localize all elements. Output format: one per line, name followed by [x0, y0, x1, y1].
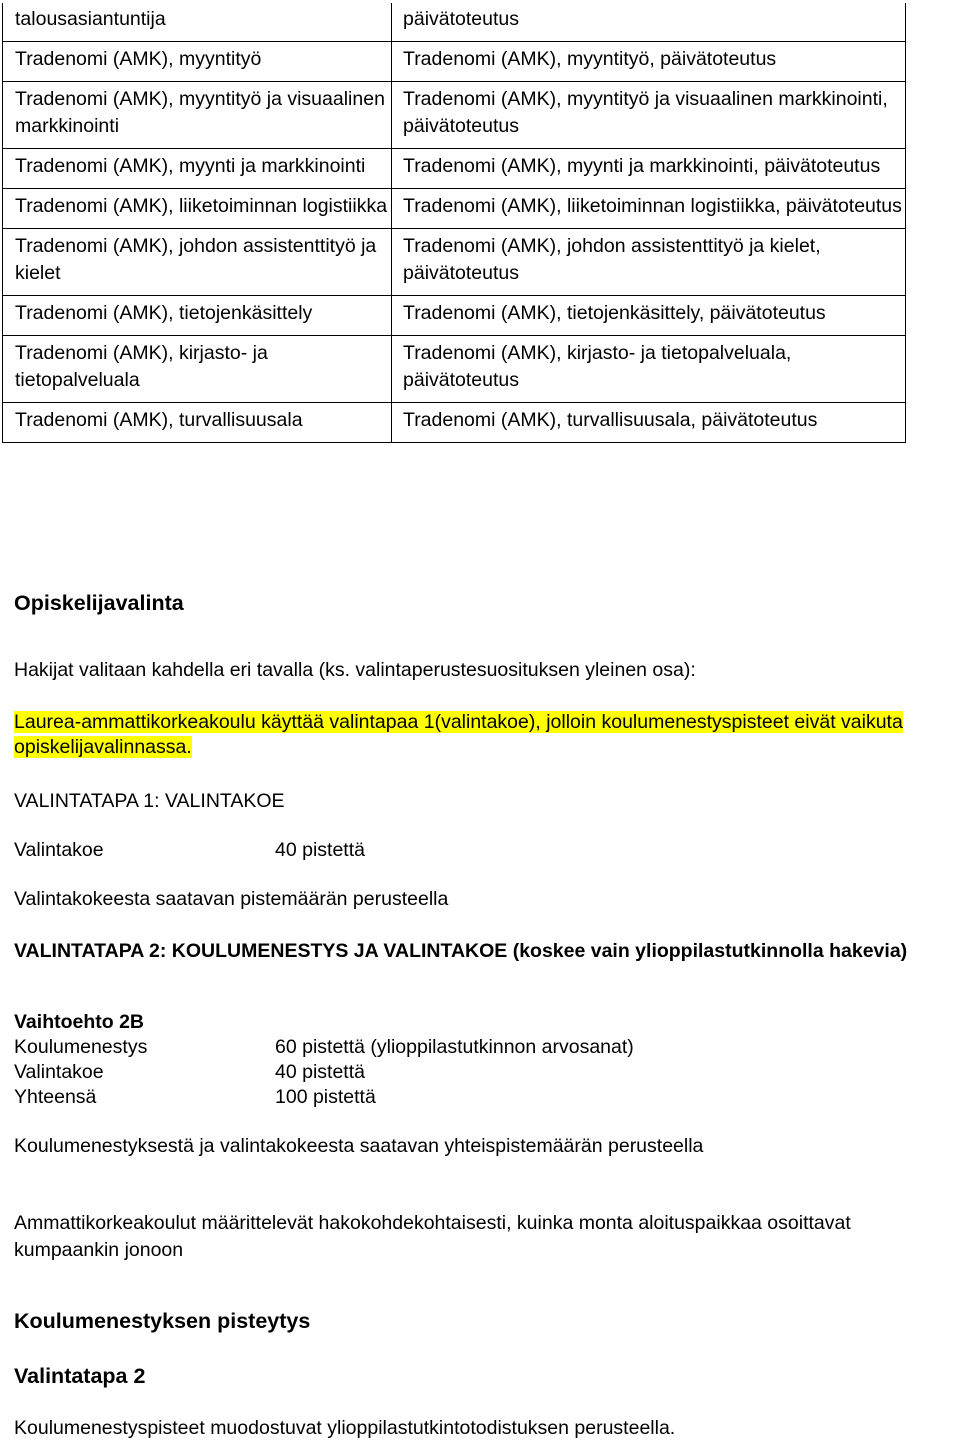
table-row: [3, 296, 906, 336]
degree-programmes-table: [2, 3, 906, 443]
table-row: [3, 189, 906, 229]
implementation-cell: päivätoteutus: [392, 3, 906, 42]
method1-heading: VALINTATAPA 1: VALINTAKOE: [14, 790, 285, 812]
method2-row-label: Yhteensä: [14, 1086, 97, 1108]
degree-name-cell: Tradenomi (AMK), johdon assistenttityö ja kielet: [3, 229, 392, 296]
method1-row: [14, 837, 365, 864]
scoring-text: Koulumenestyspisteet muodostuvat ylioppilastutkintotodistuksen perusteella.: [14, 1417, 676, 1439]
table-row: [3, 3, 906, 42]
table-row: [3, 149, 906, 189]
degree-name-cell: Tradenomi (AMK), turvallisuusala: [3, 403, 392, 443]
degree-name-cell: Tradenomi (AMK), myynti ja markkinointi: [3, 149, 392, 189]
intro-text: Hakijat valitaan kahdella eri tavalla (ks. valintaperustesuosituksen yleinen osa):: [14, 659, 696, 681]
degree-name-cell: talousasiantuntija: [3, 3, 392, 42]
table-row: [3, 336, 906, 403]
method2-row-koulumenestys: [14, 1035, 634, 1060]
quota-note: Ammattikorkeakoulut määrittelevät hakokohdekohtaisesti, kuinka monta aloituspaikkaa osoittavat kumpaankin jonoon: [14, 1212, 851, 1261]
scoring-heading: Koulumenestyksen pisteytys: [14, 1309, 311, 1333]
method2-row-value: 60 pistettä (ylioppilastutkinnon arvosanat): [275, 1036, 634, 1058]
method2-basis: Koulumenestyksestä ja valintakokeesta saatavan yhteispistemäärän perusteella: [14, 1135, 704, 1157]
degree-name-cell: Tradenomi (AMK), liiketoiminnan logistiikka: [3, 189, 392, 229]
method2-row-label: Valintakoe: [14, 1061, 104, 1083]
degree-name-cell: Tradenomi (AMK), myyntityö: [3, 42, 392, 82]
implementation-cell: Tradenomi (AMK), myynti ja markkinointi, päivätoteutus: [392, 149, 906, 189]
implementation-cell: Tradenomi (AMK), kirjasto- ja tietopalveluala, päivätoteutus: [392, 336, 906, 403]
method2-row-value: 40 pistettä: [275, 1061, 365, 1083]
method2-row-yhteensa: [14, 1085, 376, 1110]
degree-name-cell: Tradenomi (AMK), myyntityö ja visuaalinen markkinointi: [3, 82, 392, 149]
method2-row-label: Koulumenestys: [14, 1036, 148, 1058]
highlighted-note-text: Laurea-ammattikorkeakoulu käyttää valintapaa 1(valintakoe), jolloin koulumenestyspisteet eivät vaikuta opiskelijavalinnassa.: [14, 711, 903, 758]
implementation-cell: Tradenomi (AMK), turvallisuusala, päivätoteutus: [392, 403, 906, 443]
method2-row-value: 100 pistettä: [275, 1086, 376, 1108]
scoring-subheading: Valintatapa 2: [14, 1364, 146, 1388]
method2-heading: VALINTATAPA 2: KOULUMENESTYS JA VALINTAKOE (koskee vain ylioppilastutkinnolla hakevia): [14, 940, 908, 962]
implementation-cell: Tradenomi (AMK), myyntityö, päivätoteutus: [392, 42, 906, 82]
table-row: [3, 82, 906, 149]
implementation-cell: Tradenomi (AMK), myyntityö ja visuaalinen markkinointi, päivätoteutus: [392, 82, 906, 149]
implementation-cell: Tradenomi (AMK), tietojenkäsittely, päivätoteutus: [392, 296, 906, 336]
method2-option: Vaihtoehto 2B: [14, 1011, 145, 1033]
degree-name-cell: Tradenomi (AMK), tietojenkäsittely: [3, 296, 392, 336]
implementation-cell: Tradenomi (AMK), liiketoiminnan logistiikka, päivätoteutus: [392, 189, 906, 229]
table-row: [3, 403, 906, 443]
highlighted-note: [14, 710, 954, 760]
implementation-cell: Tradenomi (AMK), johdon assistenttityö ja kielet, päivätoteutus: [392, 229, 906, 296]
method1-label: Valintakoe: [14, 839, 104, 861]
method1-basis: Valintakokeesta saatavan pistemäärän perusteella: [14, 888, 449, 910]
method1-points: 40 pistettä: [275, 839, 365, 861]
section-heading-opiskelijavalinta: Opiskelijavalinta: [14, 591, 184, 615]
table-row: [3, 42, 906, 82]
degree-name-cell: Tradenomi (AMK), kirjasto- ja tietopalveluala: [3, 336, 392, 403]
method2-row-valintakoe: [14, 1060, 365, 1085]
table-row: [3, 229, 906, 296]
